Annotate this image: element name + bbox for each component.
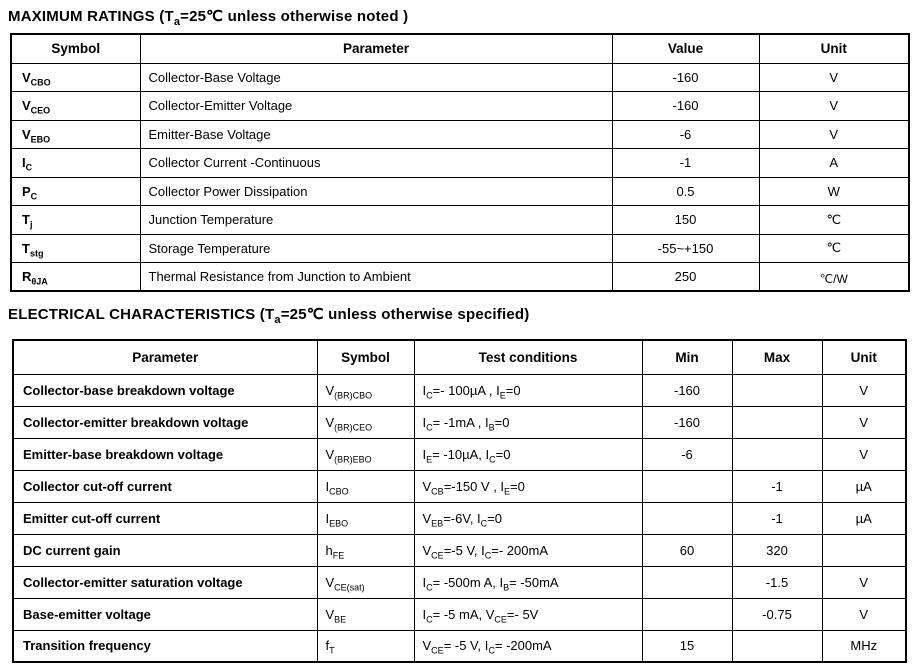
- symbol-cell: $V_{(BR)EBO}$: [317, 438, 414, 470]
- min-cell: 60: [642, 534, 732, 566]
- max-ratings-title: MAXIMUM RATINGS ($T_a=25℃$ unless otherwise noted ): [8, 8, 409, 28]
- min-cell: -160: [642, 406, 732, 438]
- max-ratings-row: [11, 120, 909, 149]
- col-header-symbol: Symbol: [11, 34, 140, 63]
- electrical-row: [13, 534, 906, 566]
- min-cell: [642, 470, 732, 502]
- col-header-max: Max: [732, 340, 822, 374]
- parameter-cell: Collector cut-off current: [13, 470, 317, 502]
- col-header-symbol: Symbol: [317, 340, 414, 374]
- parameter-cell: Collector Current -Continuous: [140, 149, 612, 178]
- max-cell: -1.5: [732, 566, 822, 598]
- unit-cell: A: [759, 149, 909, 178]
- min-cell: [642, 502, 732, 534]
- unit-cell: ℃/W: [759, 263, 909, 292]
- unit-cell: V: [822, 566, 906, 598]
- symbol-cell: $T_{stg}$: [11, 234, 140, 263]
- parameter-cell: Thermal Resistance from Junction to Ambient: [140, 263, 612, 292]
- value-cell: 0.5: [612, 177, 759, 206]
- max-ratings-row: [11, 177, 909, 206]
- value-cell: -160: [612, 92, 759, 121]
- unit-cell: ℃: [759, 234, 909, 263]
- parameter-cell: Collector-Emitter Voltage: [140, 92, 612, 121]
- unit-cell: V: [822, 406, 906, 438]
- symbol-cell: $V_{BE}$: [317, 598, 414, 630]
- col-header-value: Value: [612, 34, 759, 63]
- conditions-cell: $I_C= -500m$ A, $I_B= -50mA$: [414, 566, 642, 598]
- symbol-cell: $I_{EBO}$: [317, 502, 414, 534]
- max-ratings-row: [11, 92, 909, 121]
- col-header-test-conditions: Test conditions: [414, 340, 642, 374]
- parameter-cell: Collector-base breakdown voltage: [13, 374, 317, 406]
- symbol-cell: $V_{(BR)CEO}$: [317, 406, 414, 438]
- symbol-cell: $V_{EBO}$: [11, 120, 140, 149]
- electrical-header-row: [13, 340, 906, 374]
- parameter-cell: Collector-emitter saturation voltage: [13, 566, 317, 598]
- unit-cell: V: [822, 598, 906, 630]
- parameter-cell: Collector-Base Voltage: [140, 63, 612, 92]
- max-cell: [732, 406, 822, 438]
- min-cell: [642, 566, 732, 598]
- electrical-row: [13, 502, 906, 534]
- electrical-row: [13, 438, 906, 470]
- col-header-unit: Unit: [759, 34, 909, 63]
- unit-cell: W: [759, 177, 909, 206]
- conditions-cell: $V_{CE}= -5$ V, $I_C= -200mA$: [414, 630, 642, 662]
- parameter-cell: Base-emitter voltage: [13, 598, 317, 630]
- parameter-cell: Emitter-Base Voltage: [140, 120, 612, 149]
- conditions-cell: $I_C= -5$ mA, $V_{CE}=-$ 5V: [414, 598, 642, 630]
- parameter-cell: Collector Power Dissipation: [140, 177, 612, 206]
- symbol-cell: $V_{CBO}$: [11, 63, 140, 92]
- parameter-cell: Transition frequency: [13, 630, 317, 662]
- symbol-cell: $V_{(BR)CBO}$: [317, 374, 414, 406]
- unit-cell: V: [822, 374, 906, 406]
- value-cell: -1: [612, 149, 759, 178]
- max-cell: -1: [732, 502, 822, 534]
- min-cell: 15: [642, 630, 732, 662]
- max-ratings-row: [11, 206, 909, 235]
- conditions-cell: $I_C= -1mA$ , $I_B=0$: [414, 406, 642, 438]
- electrical-row: [13, 598, 906, 630]
- electrical-row: [13, 630, 906, 662]
- electrical-characteristics-table: [12, 339, 907, 663]
- unit-cell: ℃: [759, 206, 909, 235]
- electrical-row: [13, 566, 906, 598]
- value-cell: -160: [612, 63, 759, 92]
- parameter-cell: Junction Temperature: [140, 206, 612, 235]
- col-header-parameter: Parameter: [140, 34, 612, 63]
- conditions-cell: $V_{CB}=-150$ V , $I_E=0$: [414, 470, 642, 502]
- electrical-row: [13, 406, 906, 438]
- electrical-characteristics-title: ELECTRICAL CHARACTERISTICS ($T_a=25℃$ unless otherwise specified): [8, 306, 530, 326]
- max-ratings-table: [10, 33, 910, 292]
- max-cell: -0.75: [732, 598, 822, 630]
- max-ratings-row: [11, 63, 909, 92]
- col-header-unit: Unit: [822, 340, 906, 374]
- unit-cell: V: [759, 92, 909, 121]
- min-cell: -160: [642, 374, 732, 406]
- symbol-cell: $R_{\theta JA}$: [11, 263, 140, 292]
- symbol-cell: $T_j$: [11, 206, 140, 235]
- value-cell: -55~+150: [612, 234, 759, 263]
- parameter-cell: DC current gain: [13, 534, 317, 566]
- min-cell: -6: [642, 438, 732, 470]
- parameter-cell: Emitter cut-off current: [13, 502, 317, 534]
- unit-cell: [822, 534, 906, 566]
- symbol-cell: $V_{CE(sat)}$: [317, 566, 414, 598]
- conditions-cell: $V_{EB}=-6V$, $I_C=0$: [414, 502, 642, 534]
- symbol-cell: $P_C$: [11, 177, 140, 206]
- value-cell: 250: [612, 263, 759, 292]
- max-ratings-header-row: [11, 34, 909, 63]
- electrical-row: [13, 470, 906, 502]
- max-cell: [732, 438, 822, 470]
- min-cell: [642, 598, 732, 630]
- conditions-cell: $V_{CE}=-5$ V, $I_C=-$ 200mA: [414, 534, 642, 566]
- max-ratings-row: [11, 234, 909, 263]
- symbol-cell: $h_{FE}$: [317, 534, 414, 566]
- max-ratings-row: [11, 149, 909, 178]
- max-cell: -1: [732, 470, 822, 502]
- max-ratings-row: [11, 263, 909, 292]
- max-cell: [732, 630, 822, 662]
- conditions-cell: $I_E= -10\mu A$, $I_C=0$: [414, 438, 642, 470]
- unit-cell: V: [759, 120, 909, 149]
- conditions-cell: $I_C=-$ 100µA , $I_E=0$: [414, 374, 642, 406]
- unit-cell: V: [759, 63, 909, 92]
- symbol-cell: $I_{CBO}$: [317, 470, 414, 502]
- electrical-row: [13, 374, 906, 406]
- value-cell: -6: [612, 120, 759, 149]
- symbol-cell: $V_{CEO}$: [11, 92, 140, 121]
- parameter-cell: Storage Temperature: [140, 234, 612, 263]
- value-cell: 150: [612, 206, 759, 235]
- symbol-cell: $I_C$: [11, 149, 140, 178]
- col-header-parameter: Parameter: [13, 340, 317, 374]
- max-cell: 320: [732, 534, 822, 566]
- parameter-cell: Emitter-base breakdown voltage: [13, 438, 317, 470]
- col-header-min: Min: [642, 340, 732, 374]
- parameter-cell: Collector-emitter breakdown voltage: [13, 406, 317, 438]
- unit-cell: MHz: [822, 630, 906, 662]
- unit-cell: µA: [822, 502, 906, 534]
- max-cell: [732, 374, 822, 406]
- unit-cell: V: [822, 438, 906, 470]
- symbol-cell: $f_T$: [317, 630, 414, 662]
- unit-cell: µA: [822, 470, 906, 502]
